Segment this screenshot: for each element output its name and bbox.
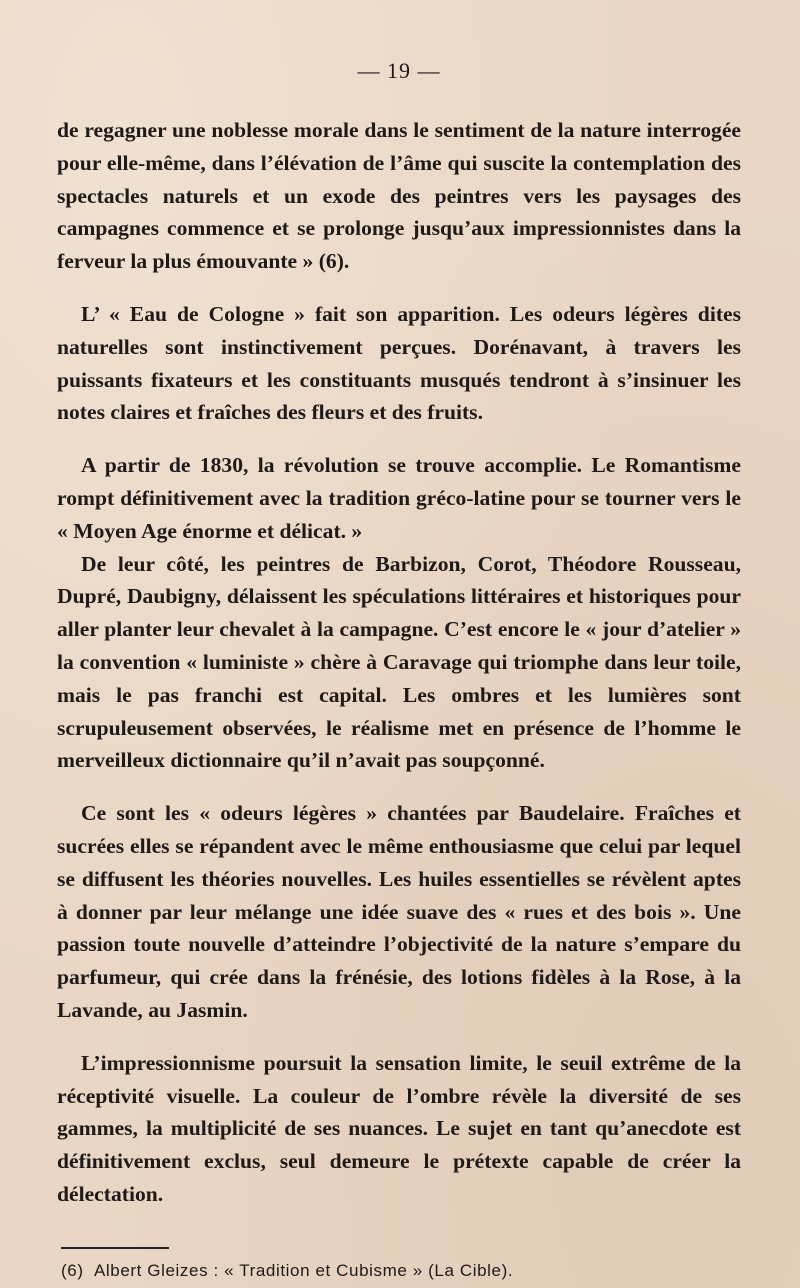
footnote [61,1259,741,1283]
paragraph-4: De leur côté, les peintres de Barbizon, Corot, Théodore Rousseau, Dupré, Daubigny, délaissent les spéculations littéraires et historiques pour aller planter leur chevalet à la campagne. C’est encore le « jour d’atelier » la convention « luministe » chère à Caravage qui triomphe dans leur toile, mais le pas franchi est capital. Les ombres et les lumières sont scrupuleusement observées, le réalisme met en présence de l’homme le merveilleux dictionnaire qu’il n’avait pas soupçonné. [57,551,741,773]
footnote-mark: (6) [61,1260,84,1280]
paragraph-2: L’ « Eau de Cologne » fait son apparition. Les odeurs légères dites naturelles sont instinctivement perçues. Dorénavant, à travers les puissants fixateurs et les constituants musqués tendront à s’insinuer les notes claires et fraîches des fleurs et des fruits. [57,301,741,425]
page-number: — 19 — [357,58,441,83]
paragraph-6: L’impressionnisme poursuit la sensation limite, le seuil extrême de la réceptivité visuelle. La couleur de l’ombre révèle la diversité de ses gammes, la multiplicité de ses nuances. Le sujet en tant qu’anecdote est définitivement exclus, seul demeure le prétexte capable de créer la délectation. [57,1050,741,1206]
footnote-text: Albert Gleizes : « Tradition et Cubisme » (La Cible). [93,1260,514,1280]
book-page [57,58,741,1283]
paragraph-3: A partir de 1830, la révolution se trouve accomplie. Le Romantisme rompt définitivement avec la tradition gréco-latine pour se tourner vers le « Moyen Age énorme et délicat. » [57,453,741,543]
paragraph-5: Ce sont les « odeurs légères » chantées par Baudelaire. Fraîches et sucrées elles se répandent avec le même enthousiasme que celui par lequel se diffusent les théories nouvelles. Les huiles essentielles se révèlent aptes à donner par leur mélange une idée suave des « rues et des bois ». Une passion toute nouvelle d’atteindre l’objectivité de la nature s’empare du parfumeur, qui crée dans la frénésie, des lotions fidèles à la Rose, à la Lavande, au Jasmin. [57,801,741,1022]
paragraph-1: de regagner une noblesse morale dans le sentiment de la nature interrogée pour elle-même, dans l’élévation de l’âme qui suscite la contemplation des spectacles naturels et un exode des peintres vers les paysages des campagnes commence et se prolonge jusqu’aux impressionnistes dans la ferveur la plus émouvante » (6). [57,118,741,274]
footnote-rule [61,1247,169,1249]
